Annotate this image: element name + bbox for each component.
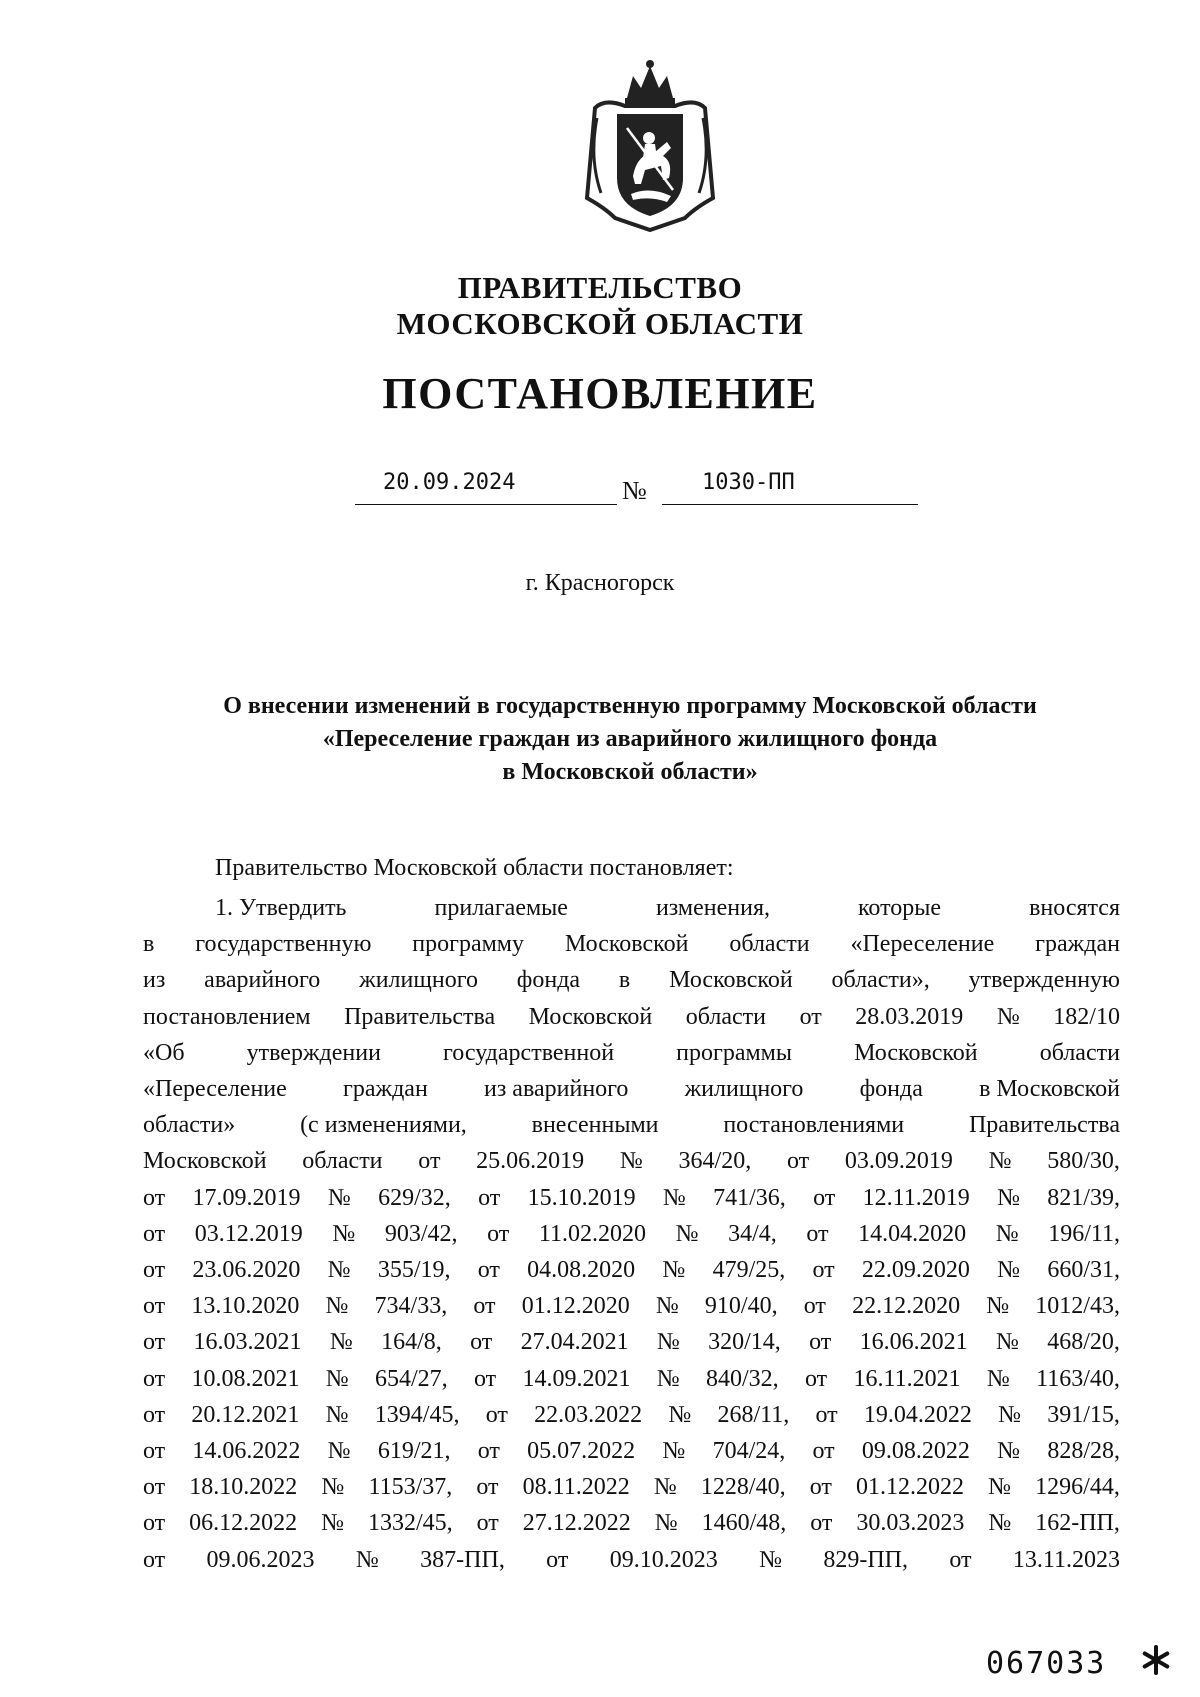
body-word: в Московской (979, 1076, 1120, 1103)
body-word: 164/8, (381, 1329, 442, 1356)
body-word: от (476, 1510, 499, 1537)
body-word: от (474, 1365, 497, 1392)
body-word: № (321, 1510, 345, 1537)
body-word: от (143, 1184, 166, 1211)
intro-paragraph: Правительство Московской области постановляет: (215, 855, 734, 881)
body-word: «Переселение (850, 931, 995, 958)
body-word: которые (857, 895, 942, 921)
body-word: изменения, (655, 895, 770, 921)
body-word: Московской (669, 967, 793, 994)
body-word: № (355, 1546, 379, 1573)
body-word: государственную (195, 931, 372, 958)
body-word: 28.03.2019 (855, 1003, 964, 1030)
body-word: 468/20, (1047, 1329, 1120, 1356)
body-word: 13.10.2020 (191, 1293, 300, 1320)
body-word: 580/30, (1047, 1148, 1120, 1175)
body-word: № (325, 1365, 349, 1392)
body-word: «Об (143, 1039, 185, 1066)
body-word: 479/25, (712, 1257, 786, 1284)
body-word: 355/19, (377, 1257, 451, 1284)
body-word: от (143, 1329, 166, 1356)
body-word: 387-ПП, (420, 1546, 505, 1573)
body-word: от (799, 1003, 822, 1030)
body-word: 829-ПП, (823, 1546, 908, 1573)
body-word: № (655, 1293, 679, 1320)
body-word: № (986, 1365, 1010, 1392)
body-word: Правительства (968, 1112, 1120, 1139)
body-word: (с изменениями, (300, 1112, 467, 1139)
body-word: № (668, 1401, 692, 1428)
body-line (143, 962, 1120, 998)
registration-number: 067033 (986, 1646, 1107, 1681)
body-word: 619/21, (377, 1438, 451, 1465)
body-word: № (654, 1510, 678, 1537)
body-word: № (986, 1293, 1010, 1320)
body-word: от (812, 1438, 835, 1465)
body-word: прилагаемые (434, 895, 568, 921)
number-sign: № (622, 476, 647, 505)
body-word: № (988, 1474, 1012, 1501)
body-word: из аварийного (483, 1076, 629, 1103)
body-word: внесенными (531, 1112, 659, 1139)
coat-of-arms-icon (575, 58, 725, 233)
body-line (143, 999, 1120, 1035)
body-word: 30.03.2023 (856, 1510, 965, 1537)
body-word: № (656, 1329, 680, 1356)
body-line (143, 1361, 1120, 1397)
body-word: от (806, 1220, 829, 1247)
body-line (143, 1071, 1120, 1107)
body-word: 182/10 (1053, 1003, 1120, 1030)
body-word: 16.11.2021 (853, 1365, 961, 1392)
body-line (143, 1397, 1120, 1433)
body-word: 22.03.2022 (534, 1401, 643, 1428)
city: г. Красногорск (525, 570, 675, 596)
body-word: постановлением (143, 1003, 311, 1030)
body-word: от (143, 1293, 166, 1320)
body-word: 1163/40, (1036, 1365, 1120, 1392)
body-word: от (143, 1257, 166, 1284)
body-word: 654/27, (375, 1365, 448, 1392)
body-word: № (997, 1257, 1021, 1284)
body-word: 391/15, (1047, 1401, 1120, 1428)
body-word: от (418, 1148, 441, 1175)
body-word: № (662, 1438, 686, 1465)
body-word: программу (412, 931, 524, 958)
body-word: № (759, 1546, 782, 1573)
body-word: 741/36, (713, 1184, 786, 1211)
body-word: 1460/48, (701, 1510, 787, 1537)
date-field (355, 470, 617, 505)
subject-line1: О внесении изменений в государственную программу Московской области (223, 693, 1037, 719)
body-word: 10.08.2021 (191, 1365, 300, 1392)
body-word: от (812, 1257, 835, 1284)
body-word: 15.10.2019 (527, 1184, 636, 1211)
document-type: ПОСТАНОВЛЕНИЕ (382, 369, 818, 418)
body-word: жилищного (684, 1076, 804, 1103)
body-word: от (810, 1510, 833, 1537)
body-word: от (546, 1546, 569, 1573)
body-word: 1228/40, (700, 1474, 786, 1501)
body-word: № (988, 1148, 1012, 1175)
body-word: от (478, 1184, 501, 1211)
body-word: Московской (528, 1003, 653, 1030)
body-word: № (329, 1329, 353, 1356)
body-word: 840/32, (706, 1365, 779, 1392)
body-word: от (143, 1546, 166, 1573)
body-word: 734/33, (374, 1293, 448, 1320)
body-word: от (485, 1401, 508, 1428)
body-word: от (143, 1510, 166, 1537)
body-word: Правительства (344, 1003, 496, 1030)
body-word: от (813, 1184, 836, 1211)
asterisk-icon (1140, 1644, 1172, 1676)
body-line (143, 1216, 1120, 1252)
government-title (0, 270, 1200, 342)
body-word: 1153/37, (368, 1474, 453, 1501)
body-word: 1. Утвердить (215, 895, 347, 921)
body-word: 22.12.2020 (852, 1293, 961, 1320)
body-word: № (997, 1438, 1021, 1465)
body-word: № (662, 1184, 686, 1211)
body-word: 05.07.2022 (527, 1438, 636, 1465)
body-word: в (143, 931, 155, 958)
body-word: 34/4, (728, 1220, 777, 1247)
body-word: 13.11.2023 (1012, 1546, 1120, 1573)
body-word: постановлениями (723, 1112, 905, 1139)
body-line (143, 1035, 1120, 1071)
body-word: области (729, 931, 810, 958)
body-word: 27.04.2021 (520, 1329, 629, 1356)
body-word: от (786, 1148, 810, 1175)
body-word: «Переселение (143, 1076, 287, 1103)
body-word: 1332/45, (367, 1510, 453, 1537)
body-word: 06.12.2022 (189, 1510, 298, 1537)
subject-line2: «Переселение граждан из аварийного жилищного фонда (322, 726, 938, 752)
body-word: № (325, 1293, 349, 1320)
body-line (143, 1324, 1120, 1360)
body-word: от (477, 1438, 500, 1465)
document-date: 20.09.2024 (383, 470, 516, 495)
body-word: от (949, 1546, 972, 1573)
body-word: Московской (854, 1039, 978, 1066)
body-word: в (618, 967, 631, 994)
body-line (143, 890, 1120, 926)
body-word: № (332, 1220, 356, 1247)
body-word: № (996, 1003, 1020, 1030)
body-word: № (656, 1365, 680, 1392)
body-word: фонда (516, 967, 581, 994)
body-word: 162-ПП, (1035, 1510, 1120, 1537)
body-word: 11.02.2020 (538, 1220, 646, 1247)
body-word: № (995, 1329, 1019, 1356)
body-word: 1394/45, (374, 1401, 460, 1428)
body-word: 27.12.2022 (522, 1510, 631, 1537)
body-line (143, 1469, 1120, 1505)
body-word: области (1039, 1039, 1120, 1066)
body-word: от (473, 1293, 496, 1320)
body-word: 16.03.2021 (193, 1329, 302, 1356)
body-word: 20.12.2021 (191, 1401, 300, 1428)
body-word: 12.11.2019 (862, 1184, 970, 1211)
body-word: области (685, 1003, 767, 1030)
body-word: 1012/43, (1035, 1293, 1120, 1320)
body-line (143, 1107, 1120, 1143)
body-word: № (327, 1438, 351, 1465)
body-word: от (143, 1401, 166, 1428)
body-word: 01.12.2020 (521, 1293, 630, 1320)
body-word: 704/24, (712, 1438, 786, 1465)
body-word: 01.12.2022 (856, 1474, 965, 1501)
body-word: 17.09.2019 (192, 1184, 301, 1211)
body-word: 09.06.2023 (206, 1546, 315, 1573)
body-line (143, 926, 1120, 962)
body-word: граждан (343, 1076, 428, 1103)
body-word: от (476, 1474, 499, 1501)
body-word: вносятся (1029, 895, 1120, 921)
body-word: № (995, 1220, 1019, 1247)
body-word: 18.10.2022 (189, 1474, 298, 1501)
body-word: 821/39, (1047, 1184, 1120, 1211)
body-line (143, 1288, 1120, 1324)
body-word: от (809, 1474, 832, 1501)
body-word: № (653, 1474, 677, 1501)
body-line (143, 1505, 1120, 1541)
document-subject (140, 690, 1120, 789)
body-word: Московской (143, 1148, 267, 1175)
body-word: № (675, 1220, 699, 1247)
body-word: Московской (564, 931, 689, 958)
body-word: 364/20, (678, 1148, 752, 1175)
body-word: 08.11.2022 (522, 1474, 630, 1501)
body-word: из (143, 967, 166, 994)
body-word: 903/42, (384, 1220, 458, 1247)
body-line (143, 1433, 1120, 1469)
body-word: от (803, 1293, 826, 1320)
body-word: 09.08.2022 (861, 1438, 970, 1465)
government-title-line1: ПРАВИТЕЛЬСТВО (457, 270, 743, 305)
body-word: области» (143, 1112, 236, 1139)
body-word: № (619, 1148, 643, 1175)
body-word: № (325, 1401, 349, 1428)
body-word: программы (676, 1039, 792, 1066)
body-word: от (805, 1365, 828, 1392)
body-word: 629/32, (378, 1184, 451, 1211)
body-word: от (143, 1220, 166, 1247)
body-word: 16.06.2021 (859, 1329, 968, 1356)
body-word: утверждении (246, 1039, 381, 1066)
body-word: № (327, 1184, 351, 1211)
body-word: 23.06.2020 (192, 1257, 301, 1284)
body-word: граждан (1035, 931, 1120, 958)
body-word: 04.08.2020 (527, 1257, 636, 1284)
body-word: 268/11, (717, 1401, 790, 1428)
body-word: от (143, 1474, 166, 1501)
body-word: от (815, 1401, 838, 1428)
body-word: 14.06.2022 (192, 1438, 301, 1465)
body-word: фонда (859, 1076, 923, 1103)
body-line (143, 1252, 1120, 1288)
number-field (662, 470, 918, 505)
subject-line3: в Московской области» (502, 759, 758, 785)
body-word: № (327, 1257, 351, 1284)
body-word: 828/28, (1047, 1438, 1120, 1465)
body-word: от (477, 1257, 500, 1284)
body-text (143, 890, 1120, 1578)
document-number: 1030-ПП (702, 470, 795, 495)
body-word: 03.09.2019 (844, 1148, 953, 1175)
body-line (143, 1542, 1120, 1578)
body-word: области (302, 1148, 383, 1175)
body-word: 03.12.2019 (194, 1220, 303, 1247)
body-word: № (988, 1510, 1012, 1537)
body-word: 22.09.2020 (861, 1257, 970, 1284)
body-word: 25.06.2019 (476, 1148, 585, 1175)
body-word: 14.04.2020 (858, 1220, 967, 1247)
body-word: 910/40, (704, 1293, 778, 1320)
body-word: от (143, 1365, 166, 1392)
body-word: 660/31, (1047, 1257, 1120, 1284)
body-word: от (809, 1329, 832, 1356)
body-word: жилищного (359, 967, 478, 994)
body-word: 14.09.2021 (522, 1365, 631, 1392)
body-word: 196/11, (1048, 1220, 1120, 1247)
body-word: утвержденную (968, 967, 1120, 994)
body-word: 320/14, (708, 1329, 781, 1356)
body-word: области», (831, 967, 930, 994)
body-word: 09.10.2023 (609, 1546, 718, 1573)
body-word: аварийного (204, 967, 321, 994)
body-word: от (143, 1438, 166, 1465)
body-word: 19.04.2022 (863, 1401, 972, 1428)
body-word: № (998, 1401, 1022, 1428)
government-title-line2: МОСКОВСКОЙ ОБЛАСТИ (396, 306, 804, 341)
body-word: от (470, 1329, 493, 1356)
body-line (143, 1180, 1120, 1216)
body-line (143, 1143, 1120, 1179)
body-word: государственной (443, 1039, 615, 1066)
body-word: 1296/44, (1035, 1474, 1120, 1501)
body-word: от (487, 1220, 510, 1247)
body-word: № (321, 1474, 345, 1501)
body-word: № (997, 1184, 1020, 1211)
body-word: № (662, 1257, 686, 1284)
